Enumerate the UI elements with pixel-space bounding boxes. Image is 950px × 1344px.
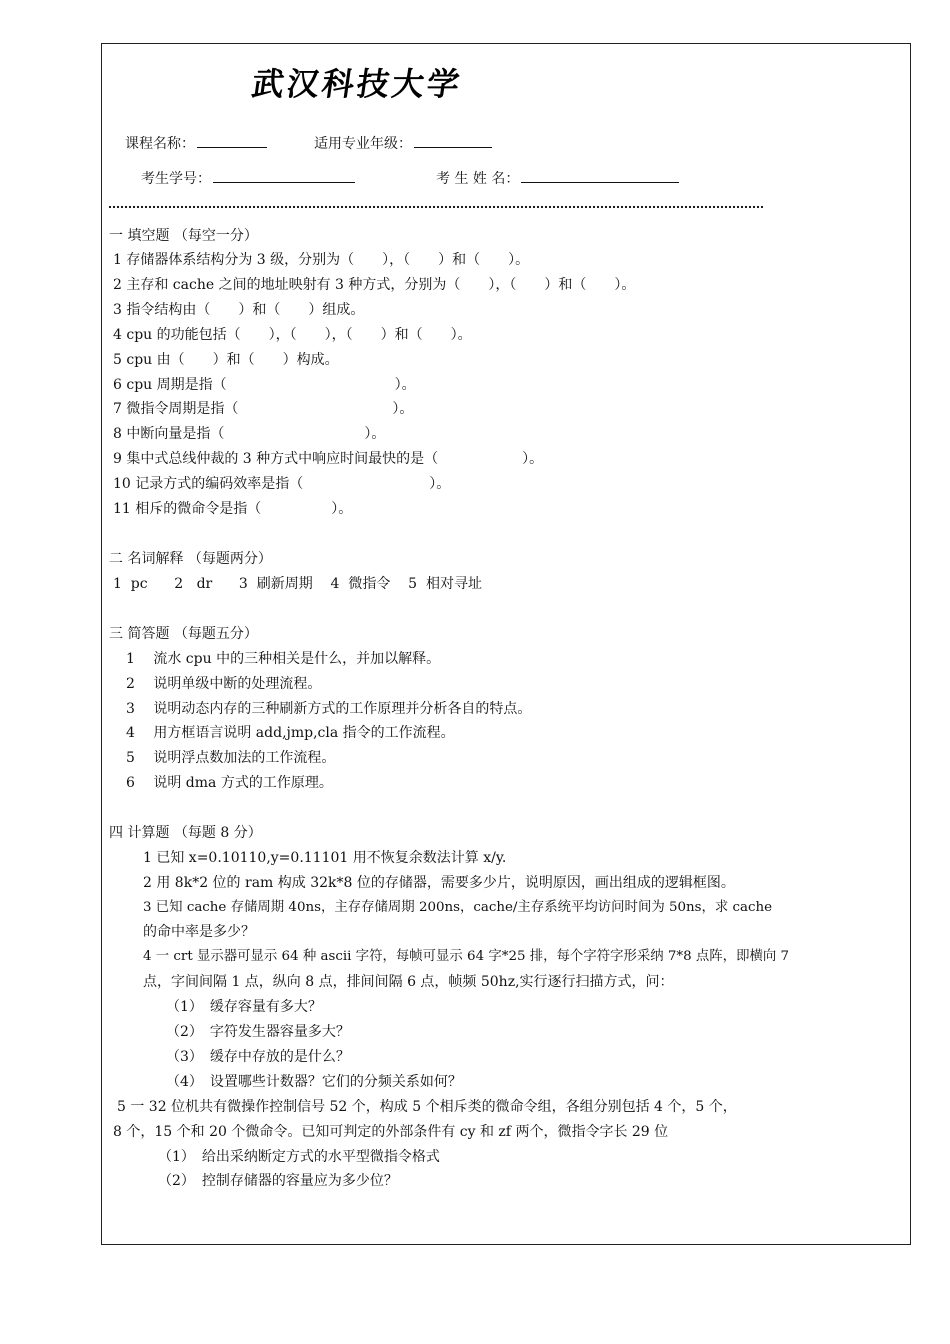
student-id-field <box>141 168 355 188</box>
calc-question-3-line1: 3 已知 cache 存储周期 40ns，主存存储周期 200ns，cache/主存系统平均访问时间为 50ns，求 cache <box>143 900 773 915</box>
major-grade-blank[interactable] <box>414 133 492 148</box>
calc-question-5-line1: 5 一 32 位机共有微操作控制信号 52 个，构成 5 个相斥类的微命令组，各组分别包括 4 个，5 个， <box>117 1099 737 1115</box>
student-id-label: 考生学号： <box>141 171 211 187</box>
calc-question-5-sub: （1） 给出采纳断定方式的水平型微指令格式 <box>158 1149 440 1165</box>
calc-question-4-sub: （4） 设置哪些计数器？它们的分频关系如何？ <box>166 1074 462 1090</box>
major-grade-field <box>314 133 492 153</box>
section3-item: 4 用方框语言说明 add,jmp,cla 指令的工作流程。 <box>126 725 455 741</box>
calc-question-2: 2 用 8k*2 位的 ram 构成 32k*8 位的存储器，需要多少片，说明原因，画出组成的逻辑框图。 <box>143 875 735 891</box>
section3-item: 6 说明 dma 方式的工作原理。 <box>126 775 333 791</box>
calc-question-1: 1 已知 x=0.10110,y=0.11101 用不恢复余数法计算 x/y. <box>143 850 507 866</box>
section2-terms: 1 pc 2 dr 3 刷新周期 4 微指令 5 相对寻址 <box>113 576 482 592</box>
course-name-label: 课程名称： <box>125 136 195 152</box>
section1-item: 2 主存和 cache 之间的地址映射有 3 种方式，分别为（ ），（ ）和（ ）。 <box>113 277 636 293</box>
calc-question-4-line1: 4 一 crt 显示器可显示 64 种 ascii 字符，每帧可显示 64 字*25 排，每个字符字形采纳 7*8 点阵，即横向 7 <box>143 949 790 964</box>
section3-item: 3 说明动态内存的三种刷新方式的工作原理并分析各自的特点。 <box>126 701 532 717</box>
section1-item: 1 存储器体系结构分为 3 级，分别为（ ），（ ）和（ ）。 <box>113 252 530 268</box>
calc-question-4-sub: （1） 缓存容量有多大？ <box>166 999 322 1015</box>
section1-item: 8 中断向量是指（ ）。 <box>113 426 386 442</box>
student-name-field <box>436 168 679 188</box>
calc-question-5-sub: （2） 控制存储器的容量应为多少位？ <box>158 1173 398 1189</box>
section1-item: 9 集中式总线仲裁的 3 种方式中响应时间最快的是（ ）。 <box>113 451 544 467</box>
section3-item: 5 说明浮点数加法的工作流程。 <box>126 750 336 766</box>
section1-item: 11 相斥的微命令是指（ ）。 <box>113 501 353 517</box>
section1-item: 10 记录方式的编码效率是指（ ）。 <box>113 476 451 492</box>
course-name-field <box>125 133 267 153</box>
section3-item: 1 流水 cpu 中的三种相关是什么，并加以解释。 <box>126 651 441 667</box>
section1-title: 一 填空题 （每空一分） <box>109 228 258 244</box>
section1-item: 3 指令结构由（ ）和（ ）组成。 <box>113 302 365 318</box>
section1-item: 6 cpu 周期是指（ ）。 <box>113 377 416 393</box>
student-id-blank[interactable] <box>213 168 355 183</box>
section3-item: 2 说明单级中断的处理流程。 <box>126 676 322 692</box>
calc-question-5-line2: 8 个，15 个和 20 个微命令。已知可判定的外部条件有 cy 和 zf 两个，微指令字长 29 位 <box>113 1124 669 1140</box>
calc-question-4-sub: （2） 字符发生器容量多大？ <box>166 1024 350 1040</box>
section1-item: 4 cpu 的功能包括（ ），（ ），（ ）和（ ）。 <box>113 327 472 343</box>
university-logo: 武汉科技大学 <box>249 65 465 103</box>
calc-question-4-sub: （3） 缓存中存放的是什么？ <box>166 1049 350 1065</box>
section1-item: 5 cpu 由（ ）和（ ）构成。 <box>113 352 339 368</box>
major-grade-label: 适用专业年级： <box>314 136 412 152</box>
section3-title: 三 简答题 （每题五分） <box>109 626 258 642</box>
calc-question-3-line2: 的命中率是多少？ <box>143 924 255 940</box>
section1-item: 7 微指令周期是指（ ）。 <box>113 401 414 417</box>
student-name-blank[interactable] <box>521 168 679 183</box>
dotted-separator <box>108 199 763 209</box>
section4-title: 四 计算题 （每题 8 分） <box>109 825 262 841</box>
course-name-blank[interactable] <box>197 133 267 148</box>
student-name-label: 考 生 姓 名： <box>436 171 520 187</box>
section2-title: 二 名词解释 （每题两分） <box>109 551 272 567</box>
calc-question-4-line2: 点，字间间隔 1 点，纵向 8 点，排间间隔 6 点，帧频 50hz,实行逐行扫描方式，问： <box>143 974 674 990</box>
